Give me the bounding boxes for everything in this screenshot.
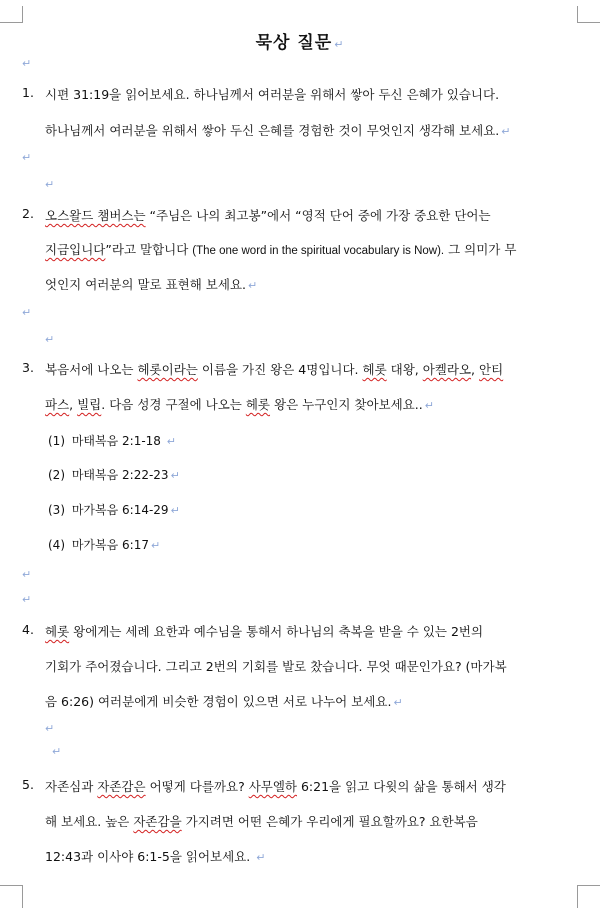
text-run: 음 6:26) 여러분에게 비슷한 경험이 있으면 서로 나누어 보세요. <box>45 694 392 709</box>
question-5-line-3 <box>45 847 265 865</box>
paragraph-mark: ↵ <box>393 696 403 709</box>
english-quote: (The one word in the spiritual vocabulary is Now). <box>192 245 445 257</box>
page-corner-top-left <box>0 6 23 23</box>
title-text: 묵상 질문 <box>255 33 333 53</box>
question-1-line-2-text: 하나님께서 여러분을 위해서 쌓아 두신 은혜를 경험한 것이 무엇인지 생각해 보세요. <box>45 123 500 138</box>
verse-item <box>48 501 180 518</box>
text-run: ”라고 말합니다 <box>105 242 193 257</box>
verse-ref: 마태복음 2:1-18 <box>71 434 161 448</box>
verse-label: (2) <box>48 468 65 482</box>
question-3-line-1 <box>45 360 503 378</box>
text-run: 어떻게 다를까요? <box>145 779 249 794</box>
spell-flagged-word: 헤롯이라는 <box>137 362 198 377</box>
paragraph-mark: ↵ <box>22 593 32 606</box>
spell-flagged-word: 자존감을 <box>133 814 182 829</box>
paragraph-mark: ↵ <box>256 851 266 864</box>
spell-flagged-word: 자존감은 <box>97 779 146 794</box>
verse-label: (3) <box>48 503 65 517</box>
spell-flagged-word: 오스왈드 챔버스는 <box>45 208 146 223</box>
paragraph-mark: ↵ <box>45 178 55 191</box>
verse-item <box>48 536 160 553</box>
question-4-line-2: 기회가 주어졌습니다. 그리고 2번의 기회를 발로 찼습니다. 무엇 때문인가요? (마가복 <box>45 659 507 674</box>
text-run: 자존심과 <box>45 779 98 794</box>
paragraph-mark: ↵ <box>166 435 176 448</box>
paragraph-mark: ↵ <box>45 722 55 735</box>
text-run: 이름을 가진 왕은 4명입니다. <box>197 362 363 377</box>
question-1-line-2 <box>45 121 510 139</box>
paragraph-mark: ↵ <box>150 539 161 552</box>
question-2-line-2 <box>45 240 516 258</box>
paragraph-mark: ↵ <box>52 745 62 758</box>
verse-ref: 마태복음 2:22-23 <box>71 468 169 482</box>
question-5-line-1 <box>45 777 506 795</box>
question-1-line-1: 시편 31:19을 읽어보세요. 하나님께서 여러분을 위해서 쌓아 두신 은혜가 있습니다. <box>45 87 500 102</box>
question-number: 1. <box>22 85 34 100</box>
text-run: 엇인지 여러분의 말로 표현해 보세요. <box>45 277 246 292</box>
text-run: 6:21을 읽고 다윗의 삶을 통해서 생각 <box>297 779 506 794</box>
text-run: 해 보세요. 높은 <box>45 814 134 829</box>
page-corner-top-right <box>577 6 600 23</box>
paragraph-mark: ↵ <box>22 568 32 581</box>
question-2-line-3 <box>45 275 257 293</box>
spell-flagged-word: 헤롯 <box>245 397 271 412</box>
text-run: 복음서에 나오는 <box>45 362 138 377</box>
verse-item <box>48 466 180 483</box>
question-5-line-2 <box>45 812 478 830</box>
spell-flagged-word: 헤롯 <box>45 624 70 639</box>
document-title <box>0 28 600 53</box>
question-number: 4. <box>22 622 34 637</box>
verse-ref: 마가복음 6:17 <box>71 538 149 552</box>
paragraph-mark: ↵ <box>501 125 511 138</box>
text-run: , <box>471 362 479 377</box>
paragraph-mark: ↵ <box>424 399 434 412</box>
question-number: 3. <box>22 360 34 375</box>
paragraph-mark: ↵ <box>334 38 345 51</box>
paragraph-mark: ↵ <box>170 504 180 517</box>
page-corner-bottom-left <box>0 885 23 908</box>
verse-label: (4) <box>48 538 65 552</box>
question-3-line-2 <box>45 395 434 413</box>
text-run: 왕은 누구인지 찾아보세요.. <box>270 397 423 412</box>
spell-flagged-word: 파스 <box>45 397 70 412</box>
spell-flagged-word: 아켈라오 <box>422 362 472 377</box>
text-run: “주님은 나의 최고봉”에서 “영적 단어 중에 가장 중요한 단어는 <box>145 208 491 223</box>
spell-flagged-word: 안티 <box>479 362 504 377</box>
spell-flagged-word: 사무엘하 <box>248 779 297 794</box>
question-4-line-1 <box>45 622 483 640</box>
question-2-line-1 <box>45 206 491 224</box>
text-run: 왕에게는 세례 요한과 예수님을 통해서 하나님의 축복을 받을 수 있는 2번의 <box>69 624 484 639</box>
question-number: 5. <box>22 777 34 792</box>
spell-flagged-word: 지금입니다 <box>45 242 106 257</box>
verse-ref: 마가복음 6:14-29 <box>71 503 169 517</box>
question-number: 2. <box>22 206 34 221</box>
verse-item <box>48 432 176 449</box>
paragraph-mark: ↵ <box>248 279 258 292</box>
text-run: 대왕, <box>386 362 423 377</box>
paragraph-mark: ↵ <box>22 57 32 70</box>
spell-flagged-word: 빌립 <box>77 397 102 412</box>
paragraph-mark: ↵ <box>45 333 55 346</box>
text-run: , <box>69 397 78 412</box>
verse-label: (1) <box>48 434 65 448</box>
paragraph-mark: ↵ <box>22 306 32 319</box>
question-4-line-3 <box>45 692 403 710</box>
paragraph-mark: ↵ <box>170 469 180 482</box>
text-run: 가지려면 어떤 은혜가 우리에게 필요할까요? 요한복음 <box>181 814 478 829</box>
text-run: . 다음 성경 구절에 나오는 <box>101 397 246 412</box>
paragraph-mark: ↵ <box>22 151 32 164</box>
spell-flagged-word: 헤롯 <box>362 362 387 377</box>
text-run: 12:43과 이사야 6:1-5을 읽어보세요. <box>45 849 251 864</box>
page-corner-bottom-right <box>577 885 600 908</box>
text-run: 그 의미가 무 <box>444 242 517 257</box>
